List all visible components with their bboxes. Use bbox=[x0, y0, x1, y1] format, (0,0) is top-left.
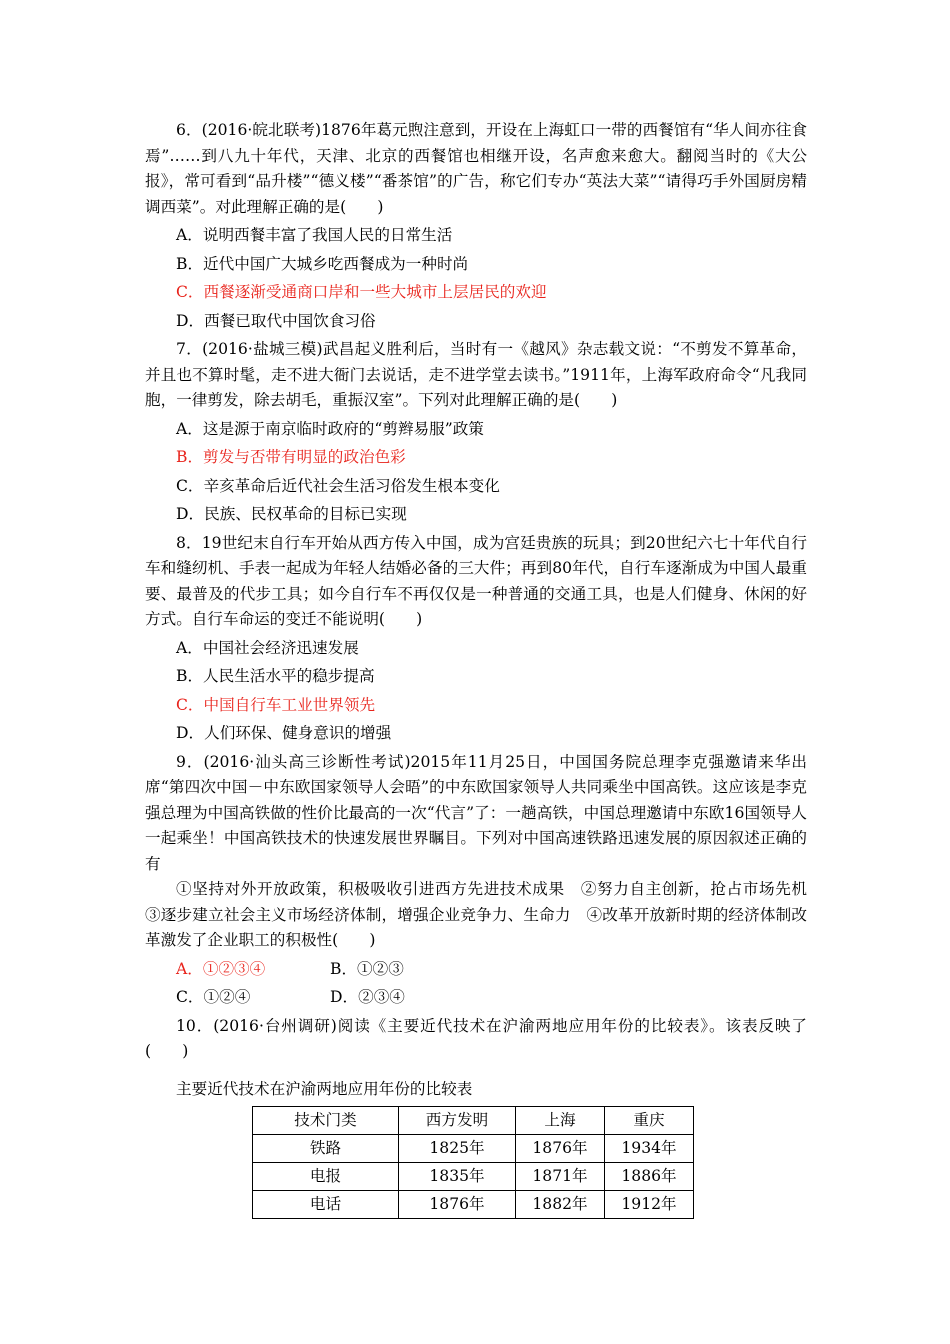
question-6-option-b: B．近代中国广大城乡吃西餐成为一种时尚 bbox=[176, 254, 469, 273]
table-row bbox=[253, 1163, 694, 1191]
question-7-option-a: A．这是源于南京临时政府的“剪辫易服”政策 bbox=[176, 419, 484, 438]
table-cell: 铁路 bbox=[253, 1135, 399, 1163]
question-9 bbox=[145, 750, 823, 1011]
table-caption: 主要近代技术在沪渝两地应用年份的比较表 bbox=[176, 1079, 473, 1098]
document-body bbox=[145, 118, 823, 1219]
question-10 bbox=[145, 1014, 807, 1220]
table-header-cell: 技术门类 bbox=[253, 1107, 399, 1135]
question-6-option-a: A．说明西餐丰富了我国人民的日常生活 bbox=[176, 226, 453, 244]
table-row bbox=[253, 1191, 694, 1219]
table-cell: 1876年 bbox=[399, 1191, 516, 1219]
question-8-stem: 8．19世纪末自行车开始从西方传入中国，成为宫廷贵族的玩具；到20世纪六七十年代自行车和缝纫机、手表一起成为年轻人结婚必备的三大件；再到80年代，自行车逐渐成为中国人最重要、最普及的代步工具；如今自行车不再仅仅是一种普通的交通工具，也是人们健身、休闲的好方式。自行车命运的变迁不能说明( ) bbox=[145, 533, 807, 628]
table-cell: 1934年 bbox=[605, 1135, 694, 1163]
question-8-option-d: D．人们环保、健身意识的增强 bbox=[176, 724, 392, 742]
table-cell: 1835年 bbox=[399, 1163, 516, 1191]
table-cell: 电话 bbox=[253, 1191, 399, 1219]
question-9-options-row-1 bbox=[176, 957, 807, 983]
question-9-statements: ①坚持对外开放政策，积极吸收引进西方先进技术成果 ②努力自主创新，抢占市场先机 ③逐步建立社会主义市场经济体制，增强企业竞争力、生命力 ④改革开放新时期的经济体制改革激发了企业职工的积极性( ) bbox=[145, 880, 823, 949]
question-7 bbox=[145, 337, 807, 528]
table-cell: 1825年 bbox=[399, 1135, 516, 1163]
table-row bbox=[253, 1135, 694, 1163]
table-cell: 1912年 bbox=[605, 1191, 694, 1219]
table-header-row bbox=[253, 1107, 694, 1135]
question-10-stem: 10．(2016·台州调研)阅读《主要近代技术在沪渝两地应用年份的比较表》。该表反映了( ) bbox=[145, 1016, 807, 1060]
question-8-option-b: B．人民生活水平的稳步提高 bbox=[176, 667, 375, 685]
question-8 bbox=[145, 531, 807, 747]
question-9-stem: 9．(2016·汕头高三诊断性考试)2015年11月25日，中国国务院总理李克强邀请来华出席“第四次中国－中东欧国家领导人会晤”的中东欧国家领导人共同乘坐中国高铁。这应该是李克强总理为中国高铁做的性价比最高的一次“代言”了：一趟高铁，中国总理邀请中东欧16国领导人一起乘坐！中国高铁技术的快速发展世界瞩目。下列对中国高速铁路迅速发展的原因叙述正确的有 bbox=[145, 752, 807, 873]
table-cell: 1876年 bbox=[516, 1135, 605, 1163]
question-8-option-c-answer: C．中国自行车工业世界领先 bbox=[176, 695, 376, 714]
question-7-option-b-answer: B．剪发与否带有明显的政治色彩 bbox=[176, 448, 406, 466]
question-6-stem: 6．(2016·皖北联考)1876年葛元煦注意到，开设在上海虹口一带的西餐馆有“华人间亦往食焉”……到八九十年代，天津、北京的西餐馆也相继开设，名声愈来愈大。翻阅当时的《大公报》，常可看到“品升楼”“德义楼”“番茶馆”的广告，称它们专办“英法大菜”“请得巧手外国厨房精调西菜”。对此理解正确的是( ) bbox=[145, 121, 807, 216]
table-cell: 1882年 bbox=[516, 1191, 605, 1219]
question-9-options-row-2 bbox=[176, 985, 807, 1011]
table-header-cell: 重庆 bbox=[605, 1107, 694, 1135]
question-9-option-c: C．①②④ bbox=[176, 988, 251, 1006]
question-6-option-d: D．西餐已取代中国饮食习俗 bbox=[176, 311, 376, 330]
table-header-cell: 上海 bbox=[516, 1107, 605, 1135]
question-7-option-c: C．辛亥革命后近代社会生活习俗发生根本变化 bbox=[176, 476, 500, 495]
question-6 bbox=[145, 118, 807, 334]
question-9-option-d: D．②③④ bbox=[330, 988, 405, 1006]
table-cell: 1871年 bbox=[516, 1163, 605, 1191]
question-8-option-a: A．中国社会经济迅速发展 bbox=[176, 638, 359, 657]
table-cell: 电报 bbox=[253, 1163, 399, 1191]
question-6-option-c-answer: C．西餐逐渐受通商口岸和一些大城市上层居民的欢迎 bbox=[176, 283, 547, 301]
comparison-table bbox=[252, 1106, 694, 1219]
question-7-option-d: D．民族、民权革命的目标已实现 bbox=[176, 505, 407, 523]
question-9-option-a-answer: A．①②③④ bbox=[176, 959, 266, 978]
table-header-cell: 西方发明 bbox=[399, 1107, 516, 1135]
question-7-stem: 7．(2016·盐城三模)武昌起义胜利后，当时有一《越风》杂志载文说：“不剪发不算革命，并且也不算时髦，走不进大衙门去说话，走不进学堂去读书。”1911年，上海军政府命令“凡我同胞，一律剪发，除去胡毛，重振汉室”。下列对此理解正确的是( ) bbox=[145, 340, 807, 409]
question-9-option-b: B．①②③ bbox=[330, 959, 404, 978]
table-cell: 1886年 bbox=[605, 1163, 694, 1191]
